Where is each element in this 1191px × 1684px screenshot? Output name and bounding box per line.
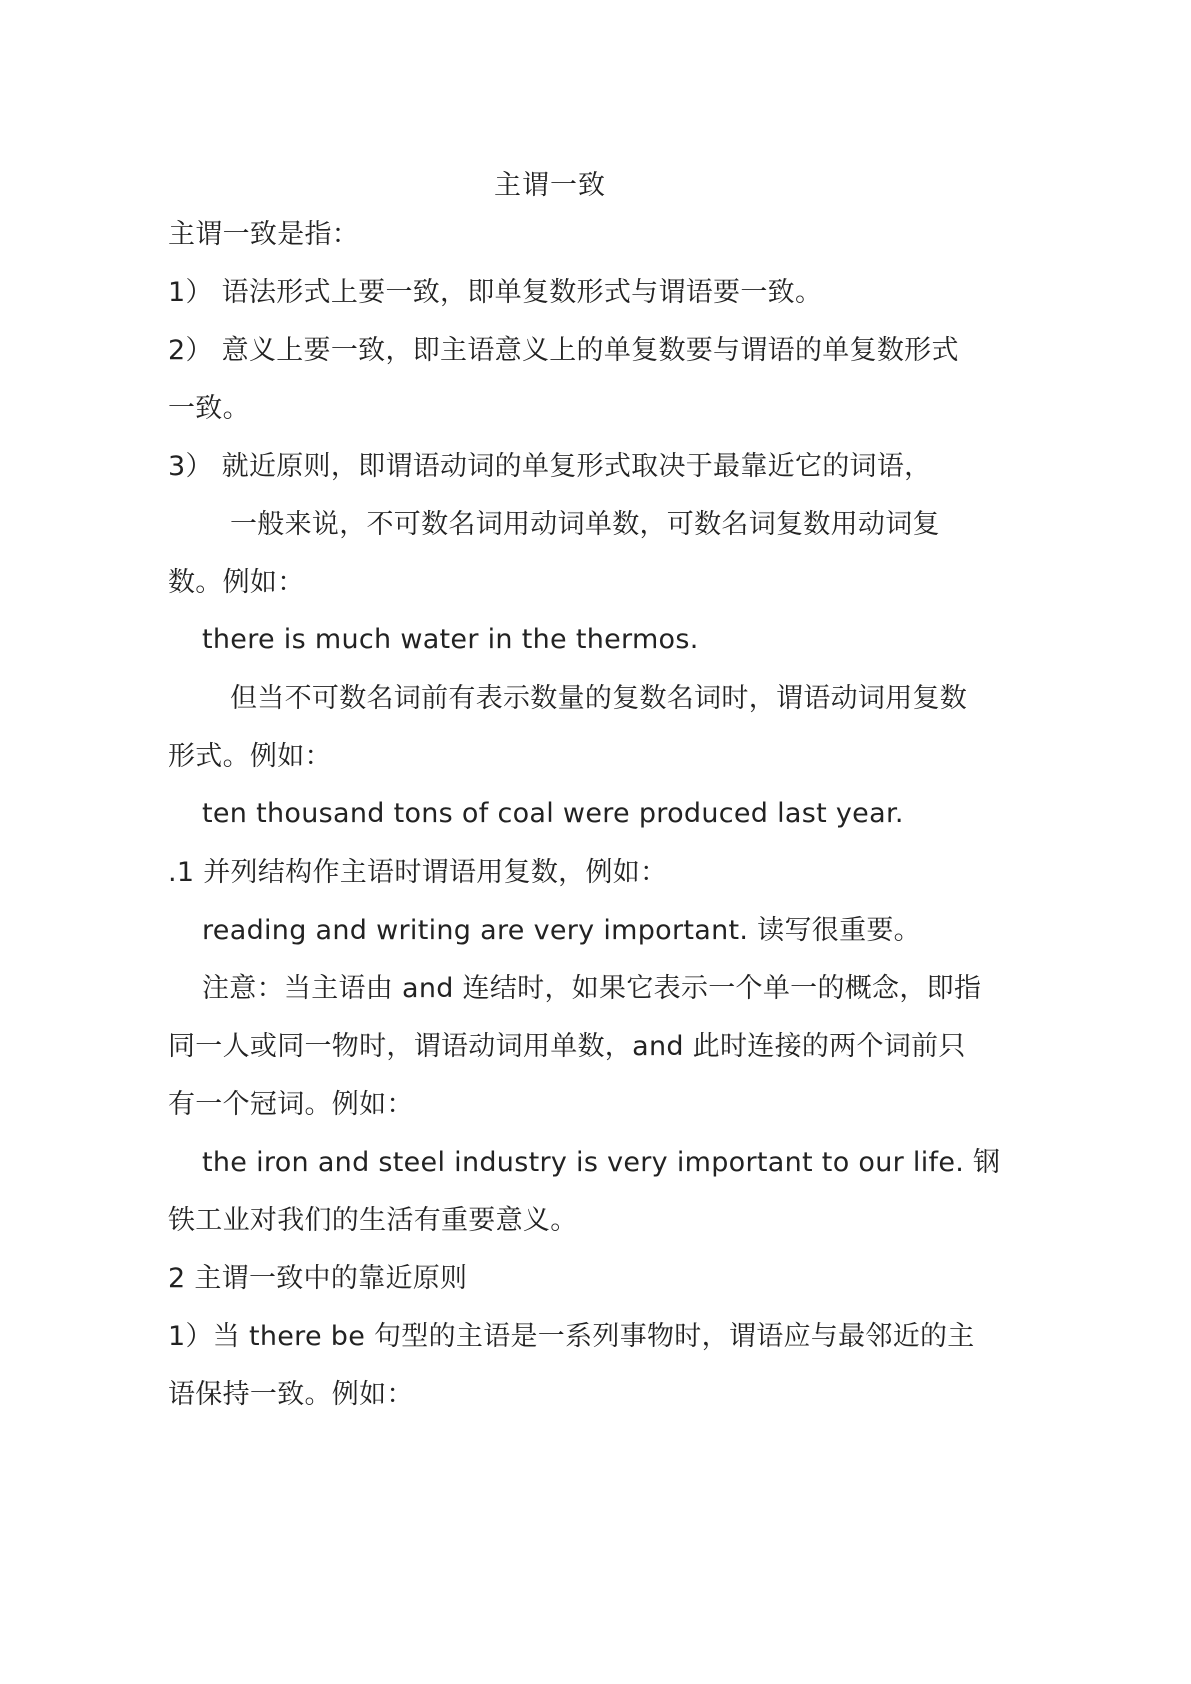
example-sentence: ten thousand tons of coal were produced last year.	[202, 798, 904, 829]
text-line: 同一人或同一物时，谓语动词用单数，and 此时连接的两个词前只	[168, 1031, 966, 1062]
text-line: 但当不可数名词前有表示数量的复数名词时，谓语动词用复数	[230, 683, 968, 714]
document-title: 主谓一致	[494, 170, 606, 201]
example-sentence: there is much water in the thermos.	[202, 624, 699, 655]
section-heading: 2 主谓一致中的靠近原则	[168, 1263, 468, 1294]
text-line: 1）当 there be 句型的主语是一系列事物时，谓语应与最邻近的主	[168, 1321, 975, 1352]
example-sentence: reading and writing are very important. 读写很重要。	[202, 915, 921, 946]
text-line: 形式。例如：	[168, 741, 332, 772]
text-line: .1 并列结构作主语时谓语用复数，例如：	[168, 857, 668, 888]
text-line: 数。例如：	[168, 567, 305, 598]
text-line: 语保持一致。例如：	[168, 1379, 414, 1410]
text-line: 有一个冠词。例如：	[168, 1089, 414, 1120]
text-line: 铁工业对我们的生活有重要意义。	[168, 1205, 578, 1236]
text-line: 1） 语法形式上要一致，即单复数形式与谓语要一致。	[168, 277, 823, 308]
text-line: 一般来说，不可数名词用动词单数，可数名词复数用动词复	[230, 509, 940, 540]
text-line: 一致。	[168, 393, 250, 424]
text-line: 注意：当主语由 and 连结时，如果它表示一个单一的概念，即指	[202, 973, 982, 1004]
text-line: 主谓一致是指：	[168, 219, 360, 250]
text-line: 3） 就近原则，即谓语动词的单复形式取决于最靠近它的词语，	[168, 451, 932, 482]
example-sentence: the iron and steel industry is very important to our life. 钢	[202, 1147, 1001, 1178]
text-line: 2） 意义上要一致，即主语意义上的单复数要与谓语的单复数形式	[168, 335, 959, 366]
